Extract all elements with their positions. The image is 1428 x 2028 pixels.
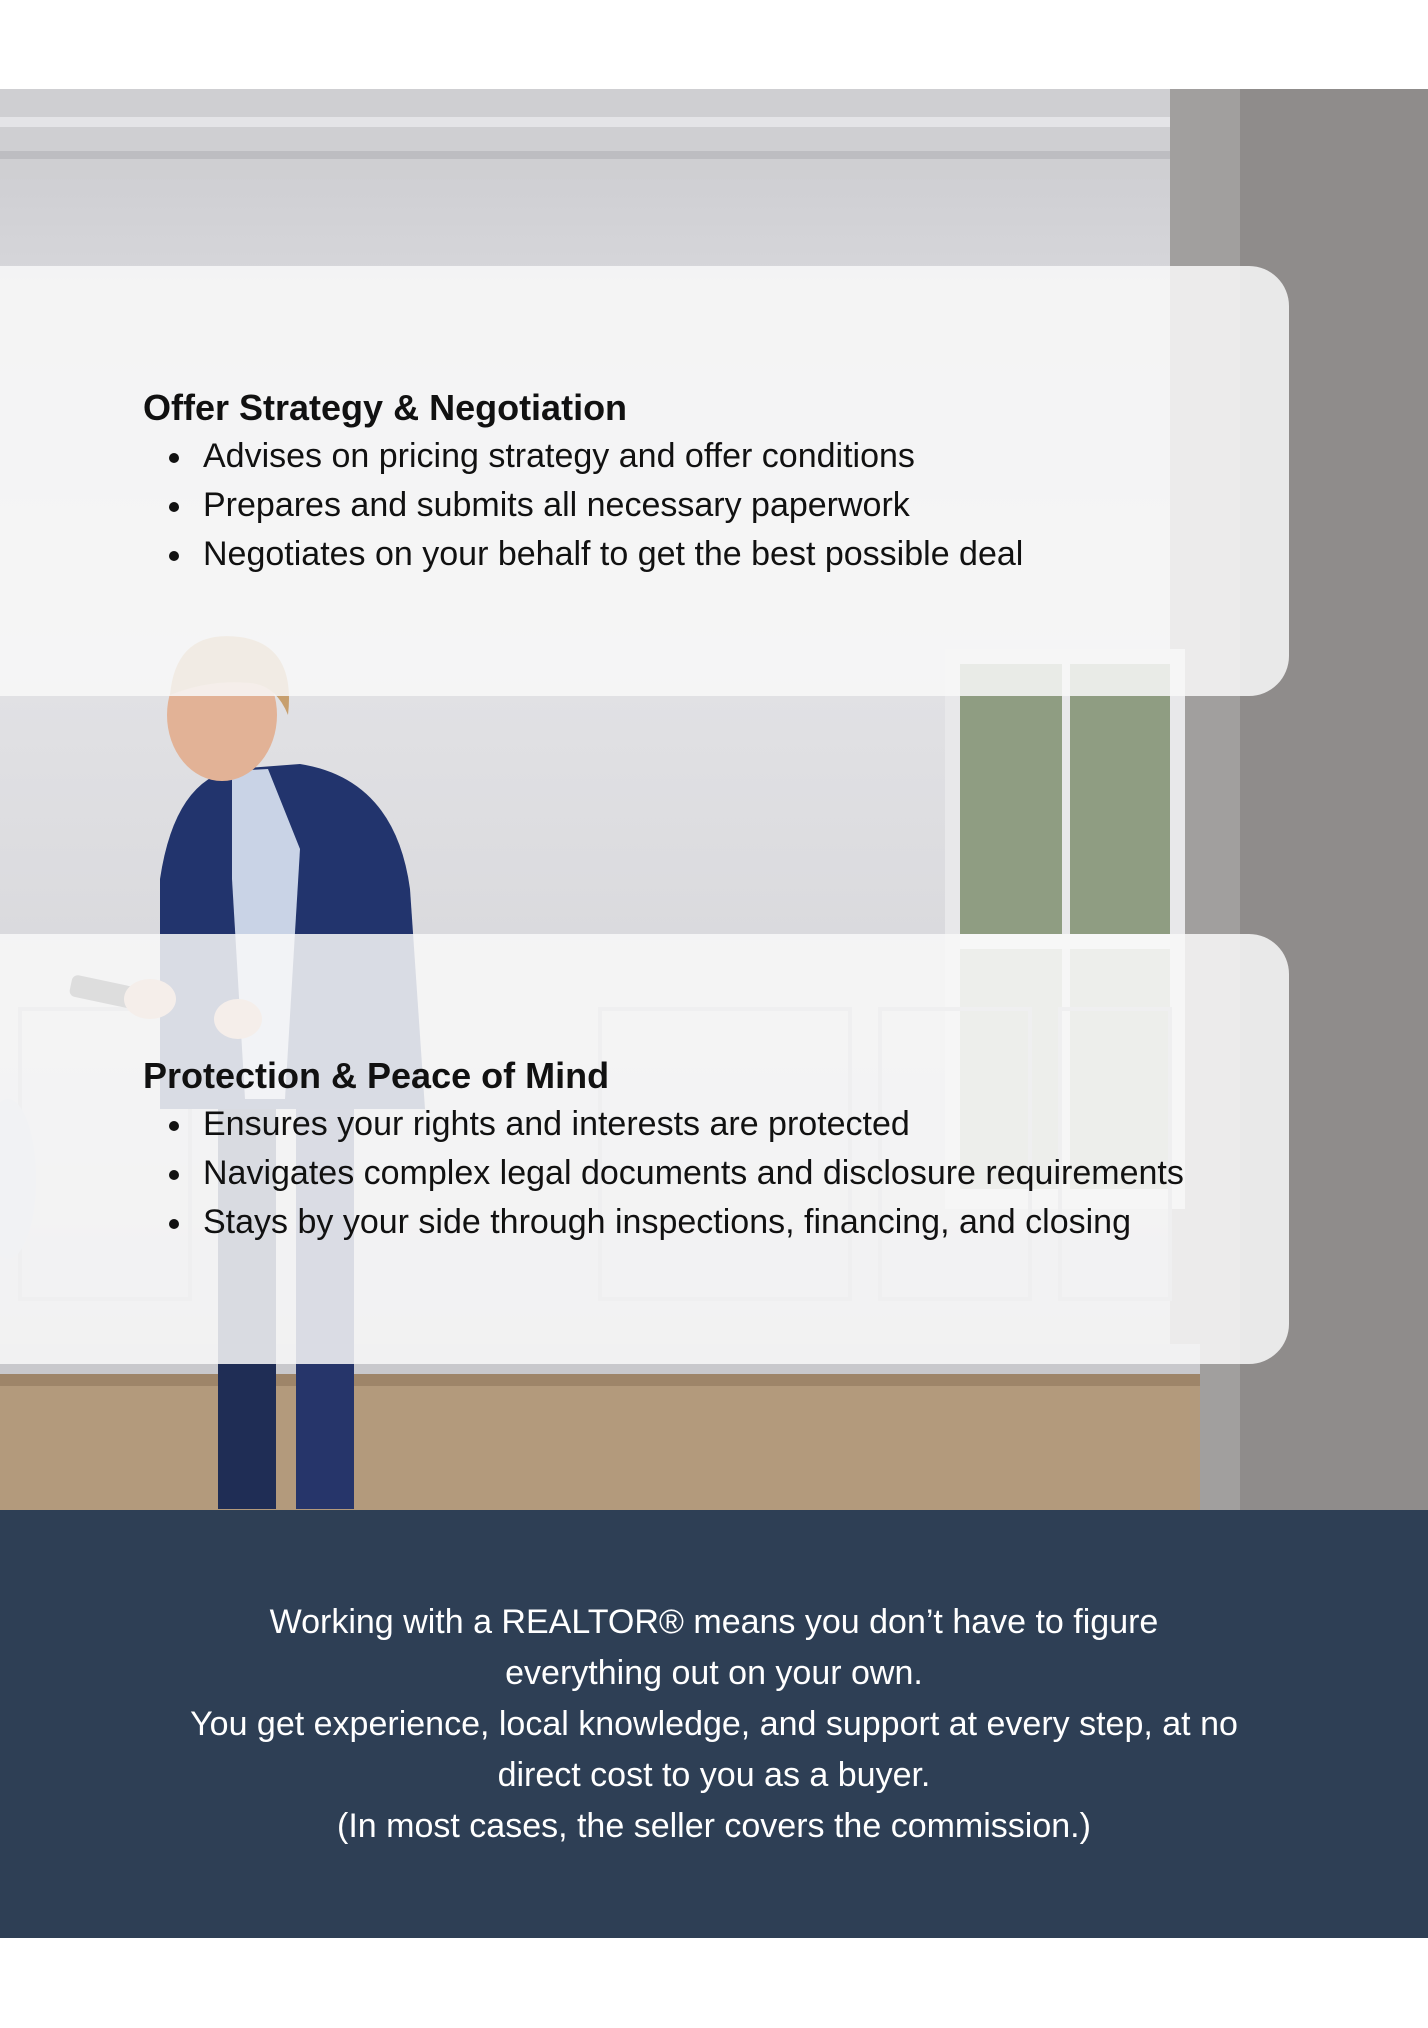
list-item: Ensures your rights and interests are protected	[203, 1100, 1289, 1149]
bullet-list	[143, 1100, 1289, 1247]
section-heading: Offer Strategy & Negotiation	[143, 387, 628, 428]
offer-strategy-card	[0, 266, 1289, 696]
summary-line: (In most cases, the seller covers the commission.)	[337, 1806, 1091, 1845]
protection-card	[0, 934, 1289, 1364]
section-heading: Protection & Peace of Mind	[143, 1055, 610, 1096]
list-item: Stays by your side through inspections, financing, and closing	[203, 1198, 1289, 1247]
summary-line: everything out on your own.	[505, 1653, 923, 1692]
summary-band	[0, 1510, 1428, 1938]
list-item: Advises on pricing strategy and offer conditions	[203, 432, 1289, 481]
list-item: Prepares and submits all necessary paperwork	[203, 481, 1289, 530]
summary-text	[190, 1597, 1238, 1852]
summary-line: You get experience, local knowledge, and support at every step, at no	[190, 1704, 1238, 1743]
list-item: Navigates complex legal documents and disclosure requirements	[203, 1149, 1289, 1198]
summary-line: direct cost to you as a buyer.	[497, 1755, 931, 1794]
summary-line: Working with a REALTOR® means you don’t have to figure	[269, 1602, 1159, 1641]
list-item: Negotiates on your behalf to get the best possible deal	[203, 530, 1289, 579]
bullet-list	[143, 432, 1289, 579]
